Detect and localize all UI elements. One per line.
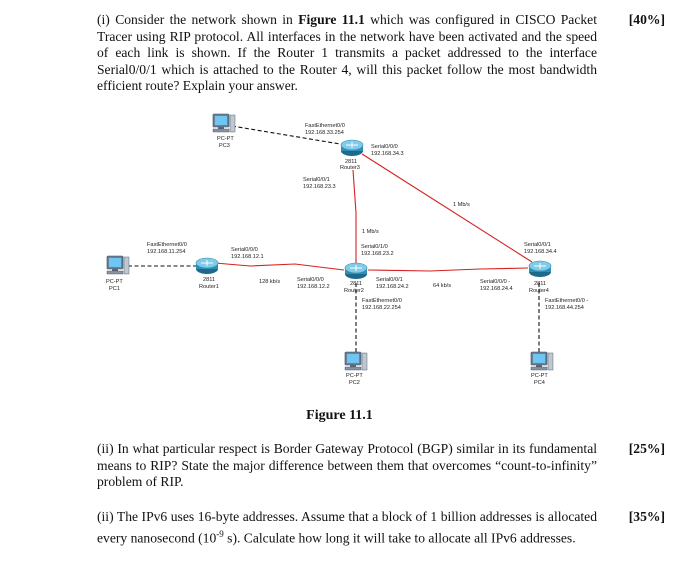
pc3-name-label: PC3 — [219, 143, 230, 149]
pc2-name-label: PC2 — [349, 380, 360, 386]
router2-name-label: Router2 — [344, 288, 364, 294]
r3-s000-ip-label: 192.168.34.3 — [371, 151, 404, 157]
serial-link-router2-router4 — [368, 268, 528, 271]
router4-device — [529, 261, 551, 277]
question-3-text-before: (ii) The IPv6 uses 16-byte addresses. Assume that a block of 1 billion addresses is allocated every nanosecond (10 — [97, 509, 597, 546]
question-1-text-before: Consider the network shown in — [115, 12, 299, 27]
question-2-text: (ii) In what particular respect is Border Gateway Protocol (BGP) similar in its fundamental means to RIP? State the major difference between them that overcomes “count-to-infinity” problem of RIP. — [97, 441, 597, 489]
pc4-type-label: PC-PT — [531, 373, 548, 379]
r3-s000-iface-label: Serial0/0/0 — [371, 144, 398, 150]
r4-s001-ip-label: 192.168.34.4 — [524, 249, 557, 255]
r1-s000-ip-label: 192.168.12.1 — [231, 254, 264, 260]
serial-link-router3-router2 — [353, 170, 356, 265]
router2-model-label: 2811 — [350, 281, 363, 287]
speed-label-r2-r4: 64 kb/s — [433, 283, 452, 289]
speed-label-r3-r4: 1 Mb/s — [453, 202, 470, 208]
r2-s010-iface-label: Serial0/1/0 — [361, 244, 388, 250]
pc4-device — [531, 352, 553, 370]
r3-fa-iface-label: FastEthernet0/0 — [305, 123, 345, 129]
pc1-type-label: PC-PT — [106, 279, 123, 285]
speed-label-r3-r2: 1 Mb/s — [362, 229, 379, 235]
speed-label-r1-r2: 128 kb/s — [259, 279, 281, 285]
router3-device — [341, 140, 363, 156]
r2-s001-iface-label: Serial0/0/1 — [376, 277, 403, 283]
r1-s000-iface-label: Serial0/0/0 — [231, 247, 258, 253]
ethernet-link-pc3-router3 — [232, 126, 352, 146]
r2-s000-iface-label: Serial0/0/0 — [297, 277, 324, 283]
router3-name-label: Router3 — [340, 165, 360, 171]
r4-s000-iface-label: Serial0/0/0 - — [480, 279, 511, 285]
r2-fa-ip-label: 192.168.22.254 — [362, 305, 401, 311]
pc4-name-label: PC4 — [534, 380, 545, 386]
pc3-device — [213, 114, 235, 132]
r4-s000-ip-label: 192.168.24.4 — [480, 286, 513, 292]
r4-s001-iface-label: Serial0/0/1 — [524, 242, 551, 248]
r3-fa-ip-label: 192.168.33.254 — [305, 130, 344, 136]
question-2-marks: [25%] — [628, 441, 665, 456]
question-3-text-after: s). Calculate how long it will take to allocate all IPv6 addresses. — [223, 530, 576, 546]
figure-reference: Figure 11.1 — [298, 12, 365, 27]
r3-s001-ip-label: 192.168.23.3 — [303, 184, 336, 190]
router4-name-label: Router4 — [529, 288, 549, 294]
pc1-device — [107, 256, 129, 274]
r4-fa-ip-label: 192.168.44.254 — [545, 305, 584, 311]
question-1-text-after: which was configured in CISCO Packet Tracer using RIP protocol. All interfaces in the network have been activated and the speed of each link is shown. If the Router 1 transmits a packet addressed to the interface Serial0/0/1 which is attached to the Router 4, will this packet follow the most bandwidth efficient route? Explain your answer. — [97, 12, 597, 93]
question-1-marks: [40%] — [628, 12, 665, 27]
router4-model-label: 2811 — [534, 281, 547, 287]
router1-device — [196, 258, 218, 274]
question-3-exponent: -9 — [216, 528, 224, 539]
question-3-marks: [35%] — [628, 509, 665, 524]
r3-s001-iface-label: Serial0/0/1 — [303, 177, 330, 183]
router1-model-label: 2811 — [203, 277, 216, 283]
router2-device — [345, 263, 367, 279]
router3-model-label: 2811 — [345, 159, 358, 165]
router1-name-label: Router1 — [199, 284, 219, 290]
pc2-device — [345, 352, 367, 370]
figure-caption: Figure 11.1 — [306, 408, 373, 423]
r2-s000-ip-label: 192.168.12.2 — [297, 284, 330, 290]
serial-link-router1-router2 — [215, 263, 344, 270]
r1-fa-iface-label: FastEthernet0/0 — [147, 242, 187, 248]
pc3-type-label: PC-PT — [217, 136, 234, 142]
question-3-text — [97, 509, 597, 547]
r2-fa-iface-label: FastEthernet0/0 — [362, 298, 402, 304]
r4-fa-iface-label: FastEthernet0/0 - — [545, 298, 589, 304]
r1-fa-ip-label: 192.168.11.254 — [147, 249, 186, 255]
pc2-type-label: PC-PT — [346, 373, 363, 379]
r2-s001-ip-label: 192.168.24.2 — [376, 284, 409, 290]
question-1-number: (i) — [97, 12, 110, 27]
pc1-name-label: PC1 — [109, 286, 120, 292]
r2-s010-ip-label: 192.168.23.2 — [361, 251, 394, 257]
